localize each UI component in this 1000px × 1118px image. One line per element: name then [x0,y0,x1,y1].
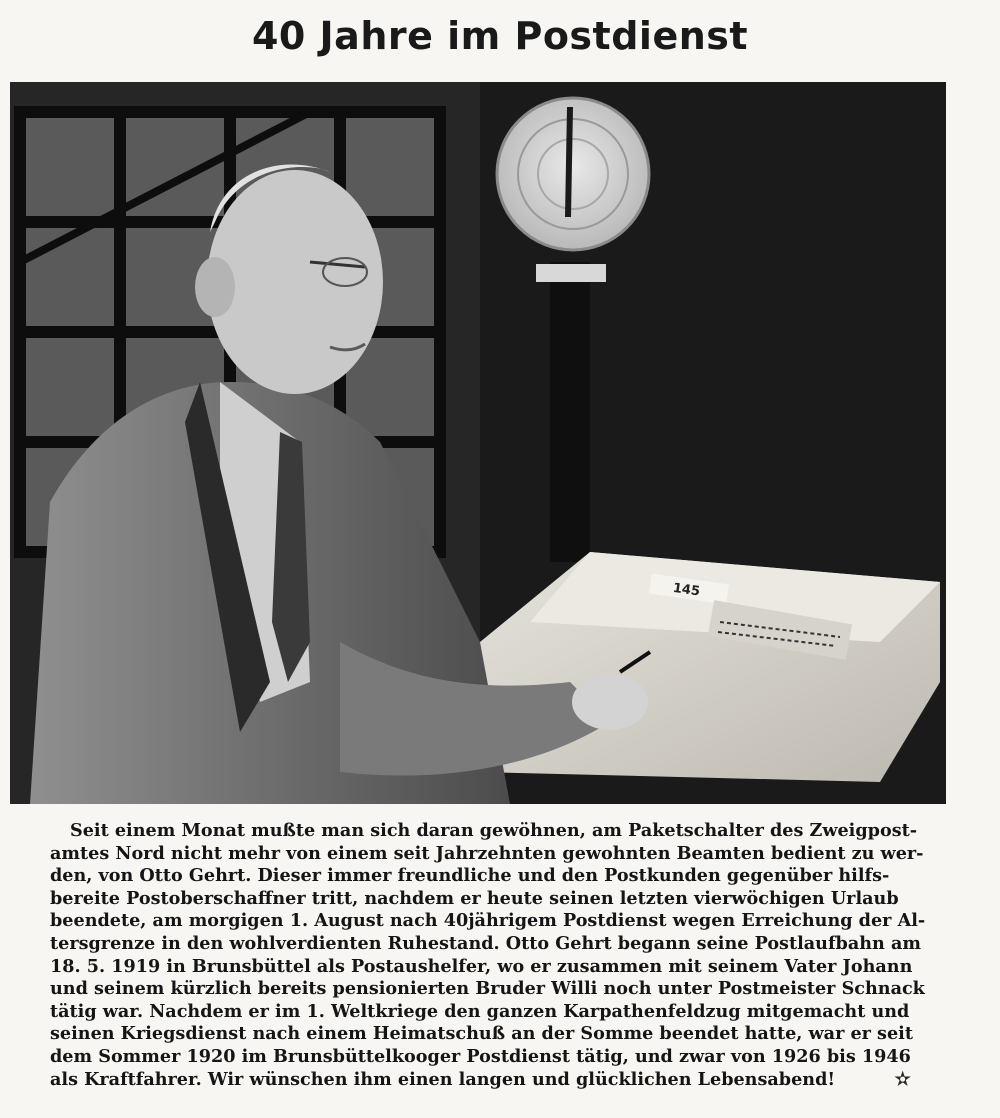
article-line: 18. 5. 1919 in Brunsbüttel als Postaushelfer, wo er zusammen mit seinem Vater Johann [50,955,913,977]
article-line: amtes Nord nicht mehr von einem seit Jahrzehnten gewohnten Beamten bedient zu wer- [50,842,924,864]
article-line: bereite Postoberschaffner tritt, nachdem er heute seinen letzten vierwöchigen Urlaub [50,887,899,909]
article-line: tätig war. Nachdem er im 1. Weltkriege den ganzen Karpathenfeldzug mitgemacht und [50,1000,910,1022]
article-line: seinen Kriegsdienst nach einem Heimatschuß an der Somme beendet hatte, war er seit [50,1023,913,1045]
article-line: Seit einem Monat mußte man sich daran gewöhnen, am Paketschalter des Zweigpost- [70,820,918,841]
article-line: den, von Otto Gehrt. Dieser immer freundliche und den Postkunden gegenüber hilfs- [50,865,890,887]
article-body [50,820,965,1091]
article-line: dem Sommer 1920 im Brunsbüttelkooger Postdienst tätig, und zwar von 1926 bis 1946 [50,1045,911,1067]
article-line-text: als Kraftfahrer. Wir wünschen ihm einen langen und glücklichen Lebensabend! [50,1068,836,1090]
parcel-label: 145 [671,580,701,600]
article-line: beendete, am morgigen 1. August nach 40jährigem Postdienst wegen Erreichung der Al- [50,910,926,932]
article-photo [10,82,946,804]
end-mark-icon: ✫ [895,1068,911,1090]
headline: 40 Jahre im Postdienst [251,14,749,58]
article-line: und seinem kürzlich bereits pensionierten Bruder Willi noch unter Postmeister Schnack [50,978,925,1000]
article-line-last [50,1069,965,1092]
article-line: tersgrenze in den wohlverdienten Ruhestand. Otto Gehrt begann seine Postlaufbahn am [50,932,921,954]
